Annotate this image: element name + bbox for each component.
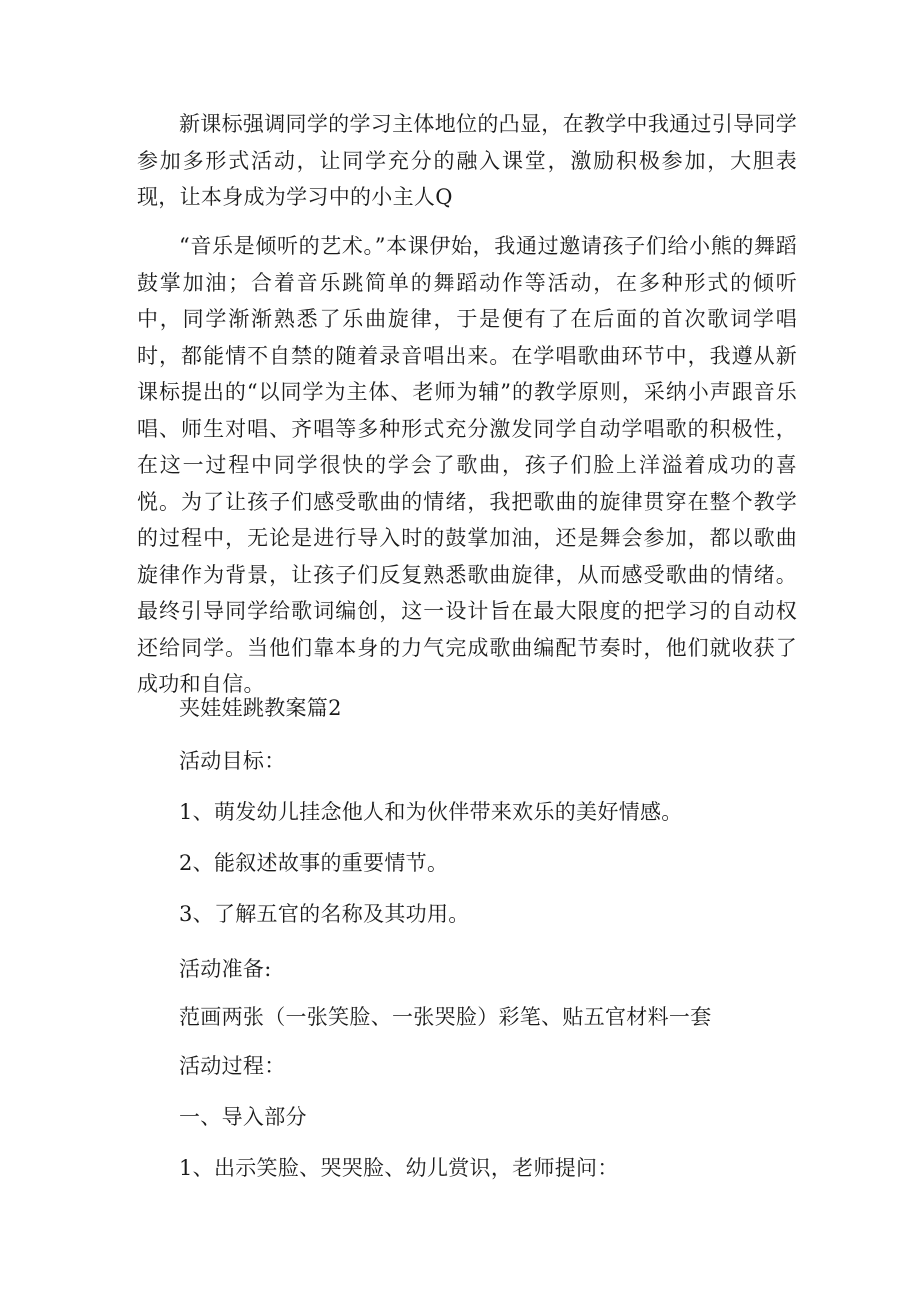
process-step-1: 1、出示笑脸、哭哭脸、幼儿赏识，老师提问：	[179, 1156, 619, 1180]
goal-item-2: 2、能叙述故事的重要情节。	[179, 851, 449, 875]
goal-item-1: 1、萌发幼儿挂念他人和为伙伴带来欢乐的美好情感。	[179, 800, 683, 824]
section-heading: 夹娃娃跳教案篇2	[179, 696, 342, 720]
paragraph-intro: 新课标强调同学的学习主体地位的凸显，在教学中我通过引导同学参加多形式活动，让同学充分的融入课堂，激励积极参加，大胆表现，让本身成为学习中的小主人Q	[137, 112, 797, 209]
goal-item-3: 3、了解五官的名称及其功用。	[179, 902, 470, 926]
activity-process-label: 活动过程：	[179, 1054, 286, 1078]
paragraph-reflection: “音乐是倾听的艺术。”本课伊始，我通过邀请孩子们给小熊的舞蹈鼓掌加油；合着音乐跳简单的舞蹈动作等活动，在多种形式的倾听中，同学渐渐熟悉了乐曲旋律，于是便有了在后面的首次歌词学唱时，都能情不自禁的随着录音唱出来。在学唱歌曲环节中，我遵从新课标提出的“以同学为主体、老师为辅”的教学原则，采纳小声跟音乐唱、师生对唱、齐唱等多种形式充分激发同学自动学唱歌的积极性，在这一过程中同学很快的学会了歌曲，孩子们脸上洋溢着成功的喜悦。为了让孩子们感受歌曲的情绪，我把歌曲的旋律贯穿在整个教学的过程中，无论是进行导入时的鼓掌加油，还是舞会参加，都以歌曲旋律作为背景，让孩子们反复熟悉歌曲旋律，从而感受歌曲的情绪。最终引导同学给歌词编创，这一设计旨在最大限度的把学习的自动权还给同学。当他们靠本身的力气完成歌曲编配节奏时，他们就收获了成功和自信。	[137, 234, 797, 696]
prep-materials: 范画两张（一张笑脸、一张哭脸）彩笔、贴五官材料一套	[179, 1005, 712, 1029]
activity-goals-label: 活动目标：	[179, 749, 286, 773]
process-part-1: 一、导入部分	[179, 1105, 307, 1129]
activity-prep-label: 活动准备:	[179, 957, 272, 981]
